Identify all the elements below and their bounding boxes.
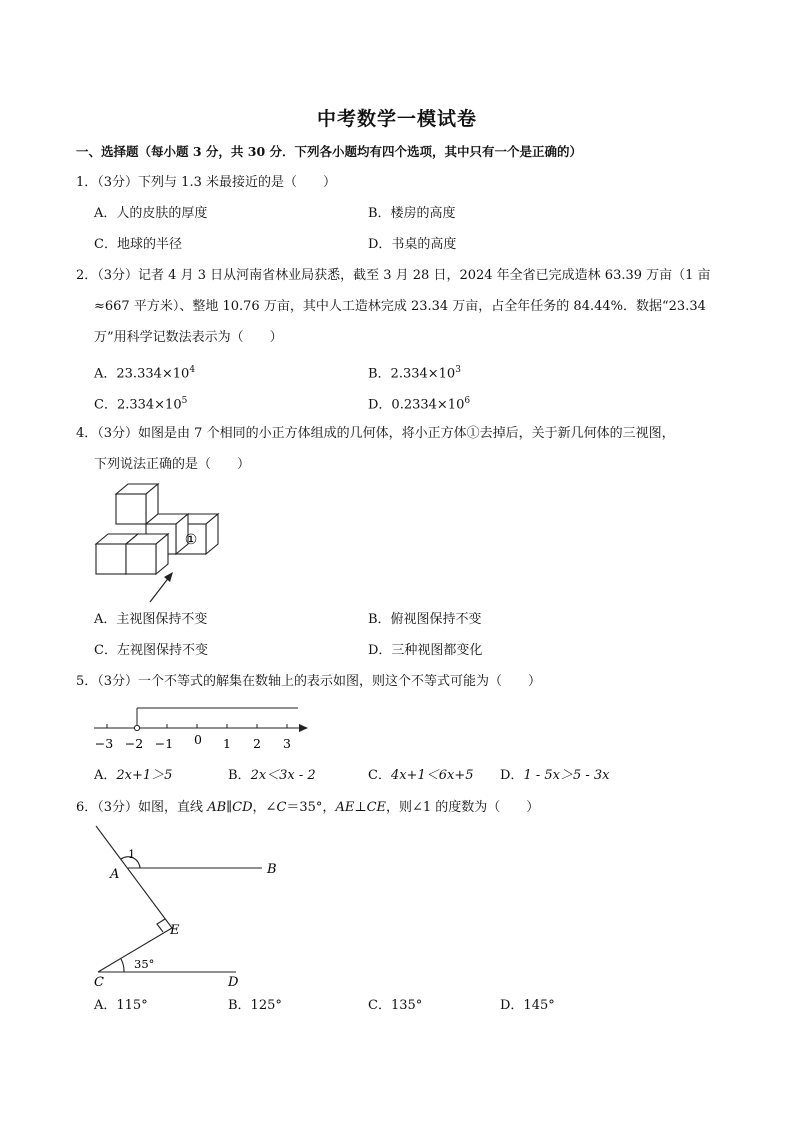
tick-label: 0	[194, 732, 202, 747]
q4-option-c: C．左视图保持不变	[94, 643, 208, 658]
question-6-stem: 6．（3分）如图，直线 AB∥CD，∠C＝35°，AE⊥CE，则∠1 的度数为（ ）	[76, 800, 540, 815]
tick-label: −3	[94, 736, 114, 751]
q4-option-b: B．俯视图保持不变	[368, 612, 482, 627]
angle-c-arc	[121, 959, 124, 972]
tick-label: 2	[253, 736, 261, 751]
section-heading: 一、选择题（每小题 3 分，共 30 分．下列各小题均有四个选项，其中只有一个是正确的）	[76, 144, 583, 159]
q1-option-b: B．楼房的高度	[368, 206, 456, 221]
q5-option-d: D．1 - 5x＞5 - 3x	[500, 768, 610, 783]
question-4-line-1: 4．（3分）如图是由 7 个相同的小正方体组成的几何体，将小正方体①去掉后，关于新几何体的三视图，	[76, 426, 675, 441]
geometry-figure	[86, 822, 296, 990]
angle-35-label: 35°	[134, 957, 155, 971]
q2-option-b: B．$2.334\times 10^3$	[368, 365, 461, 382]
cube-figure	[90, 478, 230, 606]
q5-option-b: B．2x＜3x - 2	[228, 768, 316, 783]
question-5-stem: 5．（3分）一个不等式的解集在数轴上的表示如图，则这个不等式可能为（ ）	[76, 674, 542, 689]
q4-option-a: A．主视图保持不变	[94, 612, 208, 627]
arrow-head-icon	[164, 572, 173, 582]
point-c-label: C	[94, 975, 104, 990]
point-a-label: A	[110, 867, 120, 882]
point-b-label: B	[267, 862, 277, 877]
open-circle-marker	[134, 725, 139, 730]
right-angle-marker	[157, 919, 165, 932]
point-d-label: D	[228, 975, 239, 990]
tick-label: −2	[124, 736, 144, 751]
q2-option-d: D．$0.2334\times 10^6$	[368, 396, 471, 413]
q5-option-c: C．4x+1＜6x+5	[368, 768, 474, 783]
q6-option-d: D．145°	[500, 998, 555, 1013]
q1-option-d: D．书桌的高度	[368, 237, 457, 252]
tick-label: 3	[283, 736, 291, 751]
page-title: 中考数学一模试卷	[316, 108, 477, 130]
view-arrow	[150, 576, 170, 602]
question-2-line-1: 2．（3分）记者 4 月 3 日从河南省林业局获悉，截至 3 月 28 日，2024 年全省已完成造林 63.39 万亩（1 亩	[76, 268, 711, 283]
question-2-line-2: ≈667 平方米）、整地 10.76 万亩，其中人工造林完成 23.34 万亩，占全年任务的 84.44%．数据“23.34	[94, 299, 706, 314]
point-e-label: E	[170, 923, 180, 938]
q2-option-c: C．$2.334\times 10^5$	[94, 396, 188, 413]
angle-1-label: 1	[128, 847, 136, 861]
question-4-line-2: 下列说法正确的是（ ）	[94, 457, 251, 472]
question-1-stem: 1．（3分）下列与 1.3 米最接近的是（ ）	[76, 175, 336, 190]
number-line	[88, 700, 318, 756]
q4-option-d: D．三种视图都变化	[368, 643, 483, 658]
cube-front-upper	[116, 494, 146, 524]
tick-label: 1	[223, 736, 231, 751]
q2-option-a: A．$23.334\times 10^4$	[94, 365, 196, 382]
q6-option-a: A．115°	[94, 998, 148, 1013]
q1-option-a: A．人的皮肤的厚度	[94, 206, 208, 221]
q6-option-c: C．135°	[368, 998, 423, 1013]
cube-label-1: ①	[184, 532, 198, 548]
tick-label: −1	[154, 736, 174, 751]
line-ae-extended	[96, 826, 172, 928]
q5-option-a: A．2x+1＞5	[94, 768, 173, 783]
axis-arrow-icon	[299, 724, 308, 732]
q1-option-c: C．地球的半径	[94, 237, 182, 252]
q6-option-b: B．125°	[228, 998, 282, 1013]
question-2-line-3: 万”用科学记数法表示为（ ）	[94, 330, 283, 345]
